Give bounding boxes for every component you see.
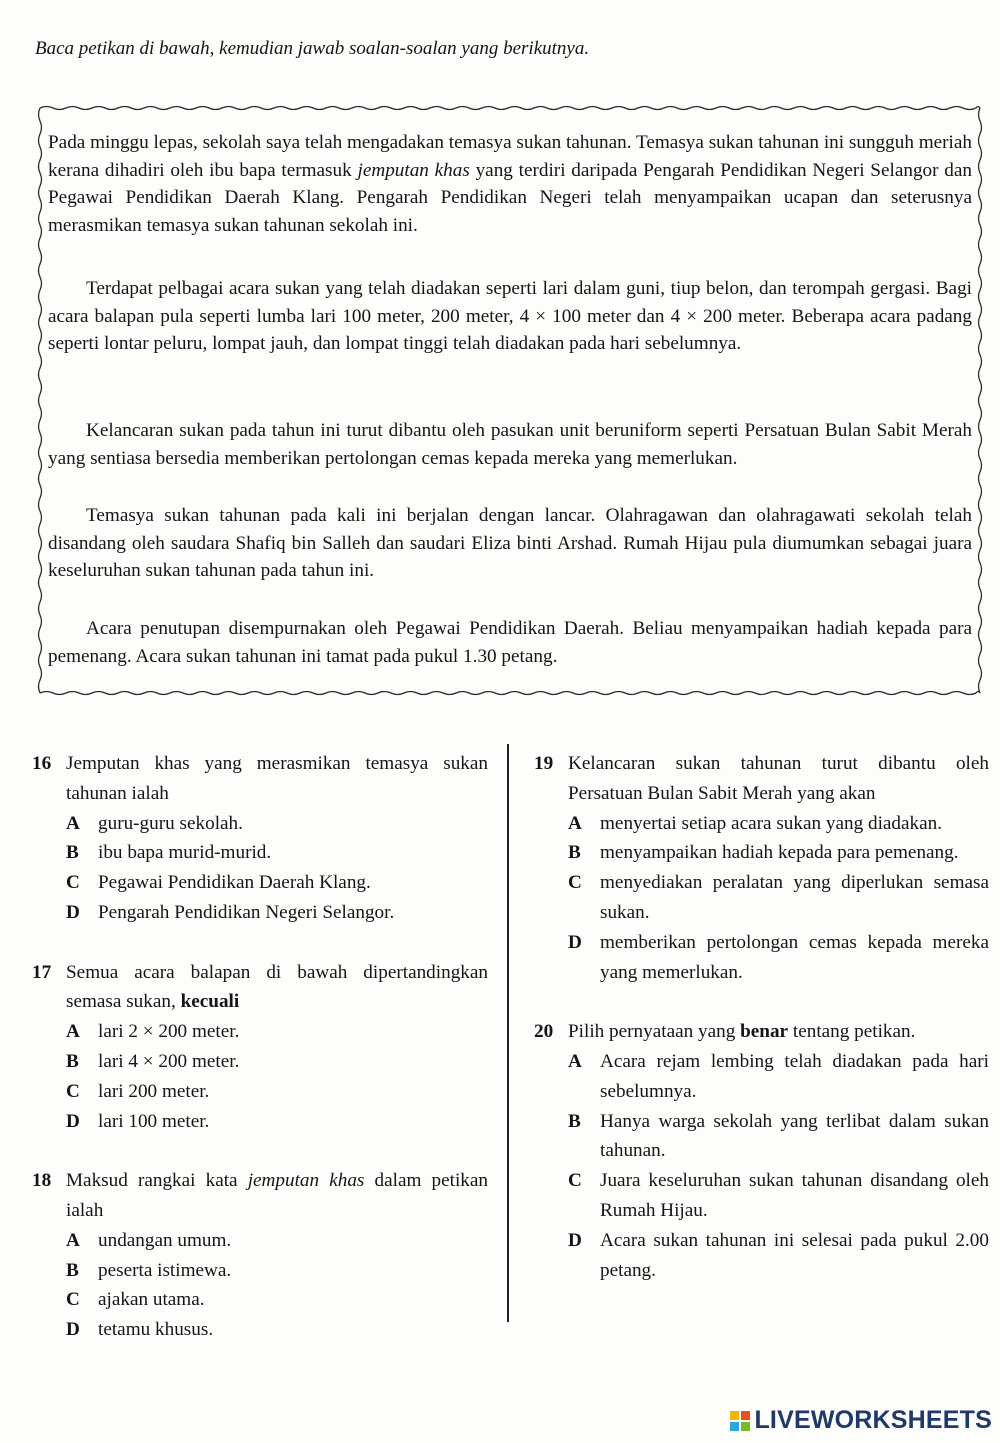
option-c[interactable]: C lari 200 meter. [66,1080,210,1102]
option-c[interactable]: C Juara keseluruhan sukan tahunan disandang oleh Rumah Hijau. [568,1170,989,1221]
question-number: 16 [32,753,52,774]
option-b[interactable]: B peserta istimewa. [66,1259,232,1281]
option-a[interactable]: A Acara rejam lembing telah diadakan pada hari sebelumnya. [568,1050,989,1102]
question-17 [32,958,488,1137]
passage-paragraph-2: Terdapat pelbagai acara sukan yang telah diadakan seperti lari dalam guni, tiup belon, dan terompah gergasi. Bagi acara balapan pula seperti lumba lari 100 meter, 200 meter, 4 × 100 meter dan 4 × 200 meter. Beberapa acara padang seperti lontar peluru, lompat jauh, dan lompat tinggi telah diadakan pada hari sebelumnya. [48,278,972,354]
option-d[interactable]: D tetamu khusus. [66,1319,214,1341]
option-a[interactable]: A lari 2 × 200 meter. [66,1021,240,1043]
question-stem: Pilih pernyataan yang benar tentang petikan. [568,1021,916,1043]
liveworksheets-logo[interactable] [729,1406,992,1435]
option-a[interactable]: A guru-guru sekolah. [66,812,243,834]
questions-left-column [32,749,488,1375]
question-16 [32,749,488,928]
option-d[interactable]: D Pengarah Pendidikan Negeri Selangor. [66,901,395,923]
jemputan-khas-phrase: jemputan khas [357,159,470,181]
question-stem: Jemputan khas yang merasmikan temasya sukan tahunan ialah [66,753,488,804]
question-20 [534,1017,989,1285]
passage-box [34,102,986,699]
question-19 [534,749,989,987]
passage-paragraph-1: Pada minggu lepas, sekolah saya telah mengadakan temasya sukan tahunan. Temasya sukan tahunan ini sungguh meriah kerana dihadiri oleh ibu bapa termasuk jemputan khas yang terdiri daripada Pengarah Pendidikan Negeri Selangor dan Pegawai Pendidikan Daerah Klang. Pengarah Pendidikan Negeri telah menyampaikan ucapan dan seterusnya merasmikan temasya sukan tahunan sekolah ini. [48,132,972,236]
question-number: 18 [32,1170,52,1192]
option-a[interactable]: A menyertai setiap acara sukan yang diadakan. [568,812,943,834]
questions-right-column [534,749,989,1315]
instruction: Baca petikan di bawah, kemudian jawab soalan-soalan yang berikutnya. [35,38,590,59]
passage-paragraph-3: Kelancaran sukan pada tahun ini turut dibantu oleh pasukan unit beruniform seperti Persatuan Bulan Sabit Merah yang sentiasa bersedia memberikan pertolongan cemas kepada mereka yang memerlukan. [48,420,972,469]
liveworksheets-logo-icon [729,1410,751,1432]
option-d[interactable]: D Acara sukan tahunan ini selesai pada pukul 2.00 petang. [568,1229,989,1281]
logo-text: LIVEWORKSHEETS [754,1406,992,1434]
question-stem: Maksud rangkai kata jemputan khas dalam petikan ialah [66,1170,488,1221]
passage-paragraph-4: Temasya sukan tahunan pada kali ini berjalan dengan lancar. Olahragawan dan olahragawati sekolah telah disandang oleh saudara Shafiq bin Salleh dan saudari Eliza binti Arshad. Rumah Hijau pula diumumkan sebagai juara keseluruhan sukan tahunan pada tahun ini. [48,505,972,581]
question-18 [32,1166,488,1345]
option-b[interactable]: B Hanya warga sekolah yang terlibat dalam sukan tahunan. [568,1110,989,1162]
column-divider [507,744,509,1322]
question-number: 19 [534,753,554,774]
question-stem: Kelancaran sukan tahunan turut dibantu oleh Persatuan Bulan Sabit Merah yang akan [568,753,989,804]
option-b[interactable]: B menyampaikan hadiah kepada para pemenang. [568,842,959,864]
option-c[interactable]: C menyediakan peralatan yang diperlukan semasa sukan. [568,872,989,923]
option-c[interactable]: C Pegawai Pendidikan Daerah Klang. [66,872,371,894]
question-number: 17 [32,961,52,983]
option-a[interactable]: A undangan umum. [66,1229,232,1251]
question-number: 20 [534,1021,554,1043]
option-d[interactable]: D lari 100 meter. [66,1110,210,1132]
option-c[interactable]: C ajakan utama. [66,1289,205,1311]
option-d[interactable]: D memberikan pertolongan cemas kepada mereka yang memerlukan. [568,931,989,983]
option-b[interactable]: B ibu bapa murid-murid. [66,842,272,864]
option-b[interactable]: B lari 4 × 200 meter. [66,1050,240,1072]
question-stem: Semua acara balapan di bawah dipertandingkan semasa sukan, kecuali [66,961,488,1013]
passage-paragraph-5: Acara penutupan disempurnakan oleh Pegawai Pendidikan Daerah. Beliau menyampaikan hadiah kepada para pemenang. Acara sukan tahunan ini tamat pada pukul 1.30 petang. [48,618,972,667]
